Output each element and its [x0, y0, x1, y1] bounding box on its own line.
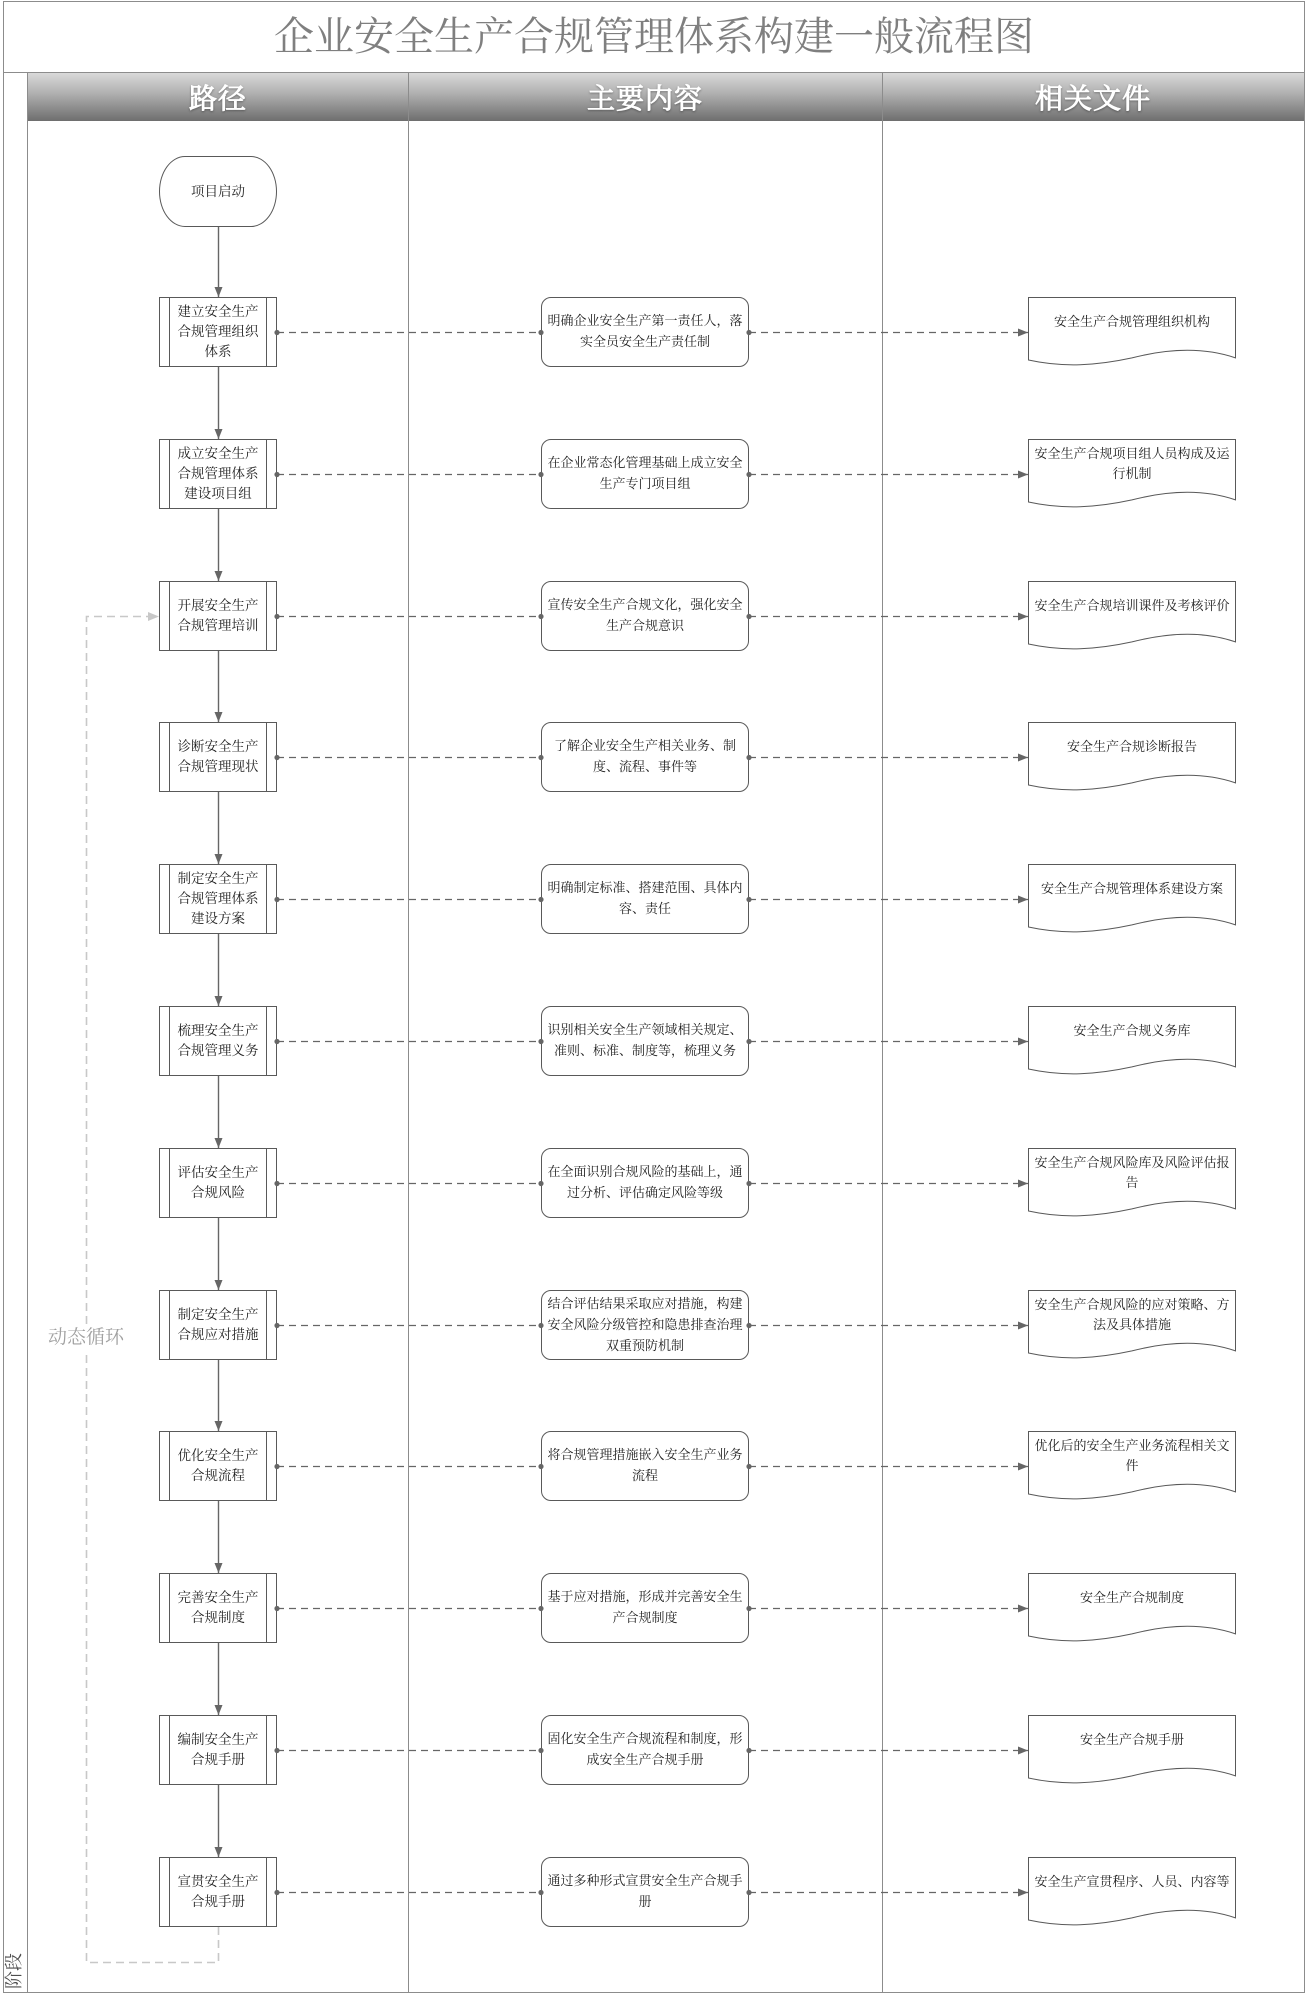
main-content-box — [541, 1431, 749, 1501]
path-step-label-line: 合规应对措施 — [177, 1327, 259, 1343]
path-step-label-line: 建立安全生产 — [177, 304, 259, 320]
main-content-line: 宣传安全生产合规文化，强化安全 — [547, 598, 743, 613]
path-step-label-line: 梳理安全生产 — [177, 1023, 259, 1039]
main-content-box — [541, 297, 749, 367]
main-content-line: 固化安全生产合规流程和制度，形 — [547, 1732, 743, 1747]
related-document-line: 安全生产合规风险库及风险评估报 — [1034, 1156, 1230, 1171]
related-document-text — [1028, 1148, 1236, 1200]
path-step-label-line: 合规手册 — [191, 1894, 245, 1910]
main-content-line: 通过多种形式宣贯安全生产合规手 — [547, 1874, 743, 1889]
main-content-box — [541, 864, 749, 934]
related-document-line: 安全生产合规管理体系建设方案 — [1040, 882, 1223, 897]
path-step-box — [159, 1006, 277, 1076]
main-content-line: 产合规制度 — [612, 1611, 678, 1626]
related-document-text — [1028, 1006, 1236, 1058]
main-content-box — [541, 581, 749, 651]
related-document-text — [1028, 1573, 1236, 1625]
related-document-line: 件 — [1125, 1459, 1139, 1474]
main-content-line: 流程 — [631, 1469, 658, 1484]
path-step-label-line: 合规流程 — [191, 1468, 245, 1484]
header-main-content: 主要内容 — [586, 82, 703, 115]
main-content-box — [541, 722, 749, 792]
main-content-line: 生产合规意识 — [605, 619, 684, 634]
main-content-line: 双重预防机制 — [605, 1338, 684, 1354]
path-step-label-line: 建设项目组 — [184, 486, 252, 502]
related-document-text — [1028, 1290, 1236, 1342]
path-step-box — [159, 1431, 277, 1501]
path-step-label-line: 合规管理现状 — [177, 759, 259, 775]
related-document-text — [1028, 722, 1236, 774]
related-document-text — [1028, 1857, 1236, 1909]
related-document-shape — [1028, 1715, 1236, 1785]
related-document-line: 安全生产合规项目组人员构成及运 — [1034, 447, 1230, 462]
path-step-label-line: 合规制度 — [191, 1610, 245, 1626]
related-document-shape — [1028, 439, 1236, 509]
path-step-label-line: 宣贯安全生产 — [177, 1874, 259, 1890]
path-step-label-line: 体系 — [204, 344, 232, 360]
main-content-box — [541, 1715, 749, 1785]
related-document-line: 安全生产宣贯程序、人员、内容等 — [1034, 1875, 1230, 1890]
related-document-shape — [1028, 1148, 1236, 1218]
header-related-documents: 相关文件 — [1034, 82, 1151, 115]
main-content-line: 基于应对措施，形成并完善安全生 — [547, 1590, 743, 1605]
path-step-box — [159, 1857, 277, 1927]
main-content-line: 准则、标准、制度等，梳理义务 — [553, 1044, 736, 1059]
path-step-box — [159, 297, 277, 367]
chart-title: 企业安全生产合规管理体系构建一般流程图 — [274, 13, 1034, 60]
related-document-text — [1028, 297, 1236, 349]
related-document-text — [1028, 439, 1236, 491]
main-content-line: 明确企业安全生产第一责任人，落 — [547, 314, 743, 329]
main-content-line: 在全面识别合规风险的基础上，通 — [547, 1165, 743, 1180]
related-document-line: 安全生产合规管理组织机构 — [1053, 315, 1210, 330]
related-document-line: 安全生产合规义务库 — [1073, 1024, 1191, 1039]
start-label: 项目启动 — [191, 183, 245, 200]
main-content-line: 成安全生产合规手册 — [586, 1753, 704, 1768]
path-step-label-line: 建设方案 — [191, 911, 245, 927]
header-path: 路径 — [188, 82, 247, 115]
related-document-text — [1028, 1715, 1236, 1767]
main-content-line: 结合评估结果采取应对措施，构建 — [547, 1296, 743, 1312]
related-document-line: 安全生产合规诊断报告 — [1066, 740, 1197, 755]
main-content-line: 过分析、评估确定风险等级 — [566, 1186, 723, 1201]
related-document-shape — [1028, 581, 1236, 651]
path-step-label-line: 评估安全生产 — [177, 1165, 259, 1181]
loop-label: 动态循环 — [47, 1326, 124, 1348]
main-content-box — [541, 1290, 749, 1360]
main-content-line: 在企业常态化管理基础上成立安全 — [547, 456, 743, 471]
stage-lane-label: 阶段 — [4, 1953, 25, 1989]
related-document-text — [1028, 1431, 1236, 1483]
main-content-box — [541, 1857, 749, 1927]
related-document-line: 安全生产合规制度 — [1079, 1591, 1184, 1606]
related-document-text — [1028, 864, 1236, 916]
related-document-line: 安全生产合规手册 — [1079, 1733, 1184, 1748]
path-step-label-line: 成立安全生产 — [177, 446, 259, 462]
column-divider — [882, 73, 883, 1993]
related-document-text — [1028, 581, 1236, 633]
related-document-shape — [1028, 1573, 1236, 1643]
main-content-box — [541, 1006, 749, 1076]
main-content-line: 了解企业安全生产相关业务、制 — [553, 739, 736, 754]
path-step-label-line: 制定安全生产 — [177, 1307, 259, 1323]
path-step-label-line: 合规管理义务 — [177, 1043, 259, 1059]
related-document-line: 法及具体措施 — [1092, 1318, 1171, 1333]
related-document-shape — [1028, 864, 1236, 934]
main-content-line: 识别相关安全生产领域相关规定、 — [547, 1023, 743, 1038]
path-step-box — [159, 722, 277, 792]
related-document-line: 优化后的安全生产业务流程相关文 — [1034, 1439, 1230, 1454]
path-step-box — [159, 1573, 277, 1643]
path-step-label-line: 完善安全生产 — [177, 1590, 259, 1606]
main-content-box — [541, 439, 749, 509]
related-document-shape — [1028, 1431, 1236, 1501]
column-header-band — [28, 73, 1304, 121]
related-document-line: 安全生产合规风险的应对策略、方 — [1034, 1298, 1230, 1313]
related-document-line: 告 — [1125, 1176, 1139, 1191]
path-step-box — [159, 1715, 277, 1785]
title-row — [3, 1, 1305, 73]
path-step-label-line: 合规风险 — [191, 1185, 245, 1201]
column-divider — [408, 73, 409, 1993]
main-content-line: 明确制定标准、搭建范围、具体内 — [547, 881, 743, 896]
related-document-shape — [1028, 297, 1236, 367]
related-document-line: 行机制 — [1112, 467, 1152, 482]
related-document-shape — [1028, 722, 1236, 792]
path-step-box — [159, 864, 277, 934]
main-content-line: 度、流程、事件等 — [592, 760, 697, 775]
path-step-label-line: 开展安全生产 — [177, 598, 259, 614]
main-content-box — [541, 1148, 749, 1218]
path-step-label-line: 合规管理组织 — [177, 324, 259, 340]
path-step-label-line: 合规管理体系 — [177, 891, 259, 907]
main-content-box — [541, 1573, 749, 1643]
main-content-line: 册 — [638, 1895, 652, 1910]
related-document-line: 安全生产合规培训课件及考核评价 — [1034, 599, 1230, 614]
related-document-shape — [1028, 1290, 1236, 1360]
stage-lane-strip — [3, 72, 28, 1993]
path-step-label-line: 诊断安全生产 — [177, 739, 259, 755]
main-content-line: 实全员安全生产责任制 — [579, 335, 710, 350]
path-step-box — [159, 581, 277, 651]
path-step-box — [159, 1290, 277, 1360]
related-document-shape — [1028, 1857, 1236, 1927]
path-step-label-line: 编制安全生产 — [177, 1732, 259, 1748]
main-content-line: 安全风险分级管控和隐患排查治理 — [547, 1317, 743, 1333]
path-step-label-line: 制定安全生产 — [177, 871, 259, 887]
start-terminator — [159, 156, 277, 227]
related-document-shape — [1028, 1006, 1236, 1076]
main-content-line: 生产专门项目组 — [599, 477, 691, 492]
path-step-label-line: 合规手册 — [191, 1752, 245, 1768]
path-step-box — [159, 1148, 277, 1218]
path-step-label-line: 合规管理体系 — [177, 466, 259, 482]
path-step-label-line: 优化安全生产 — [177, 1448, 259, 1464]
main-content-line: 将合规管理措施嵌入安全生产业务 — [547, 1448, 743, 1463]
path-step-box — [159, 439, 277, 509]
path-step-label-line: 合规管理培训 — [177, 618, 259, 634]
main-content-line: 容、责任 — [618, 902, 671, 917]
